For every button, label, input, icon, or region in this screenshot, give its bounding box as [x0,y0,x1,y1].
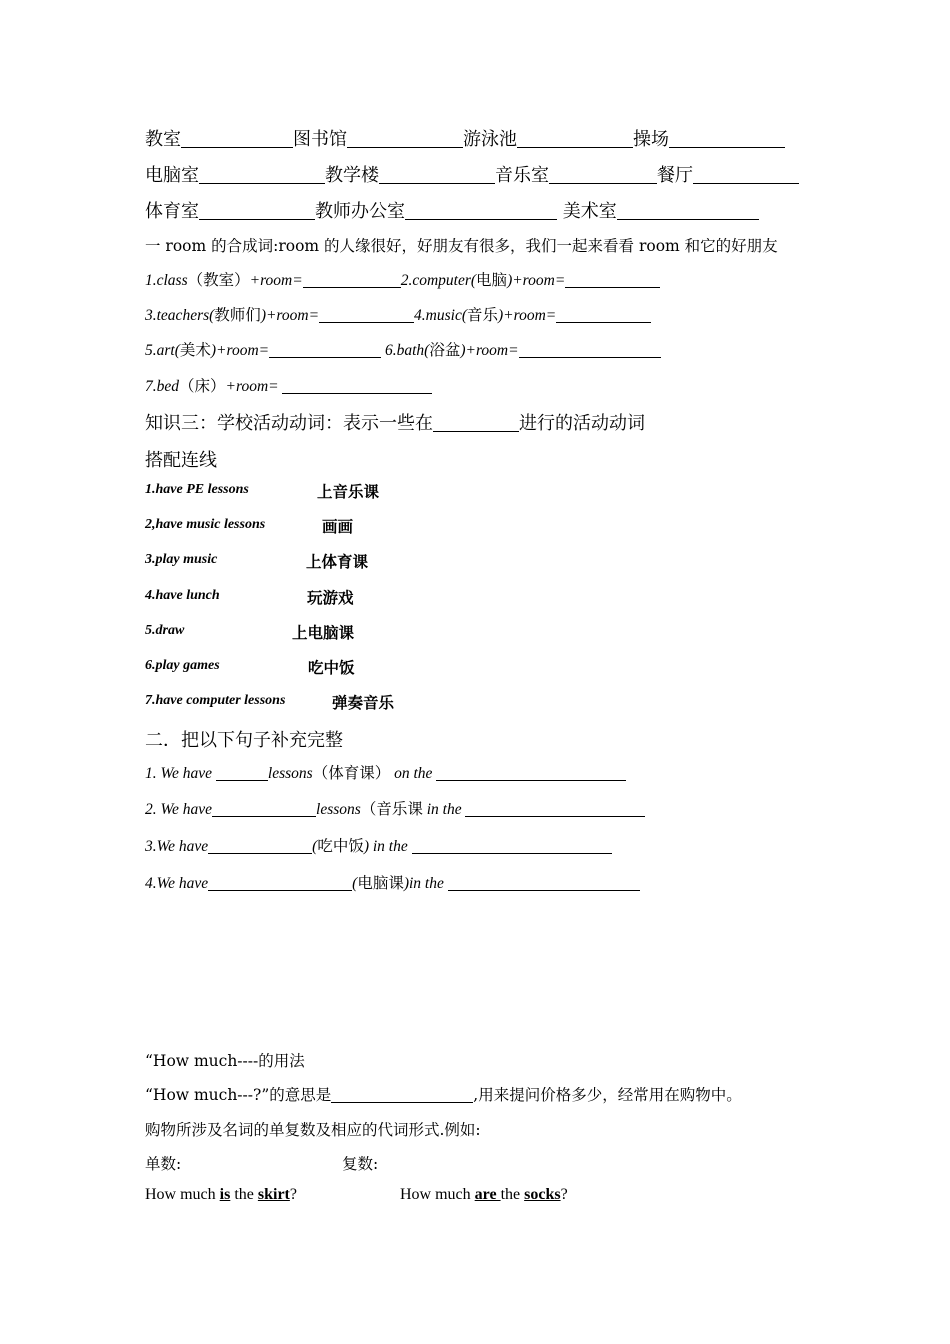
blank[interactable] [319,307,414,324]
blank[interactable] [208,838,312,855]
howmuch-meaning: “How much---?”的意思是 ,用来提问价格多少，经常用在购物中。 [145,1086,742,1104]
match-title: 搭配连线 [145,450,217,471]
place-classroom: 教室 [145,129,181,150]
blank[interactable] [303,272,401,289]
match-cn-2: 画画 [322,518,354,536]
blank[interactable] [199,201,315,220]
blank[interactable] [448,875,640,892]
plural-label: 复数: [342,1155,379,1173]
match-en-6: 6.play games [145,658,220,673]
blank[interactable] [216,765,268,782]
blank[interactable] [405,201,557,220]
blank[interactable] [556,307,651,324]
compound-row-2: 3.teachers(教师们)+room= 4.music(音乐)+room= [145,303,651,325]
blank[interactable] [519,342,661,359]
place-teaching-building: 教学楼 [325,165,379,186]
room-intro: 一 room 的合成词:room 的人缘很好，好朋友有很多，我们一起来看看 room 和它的好朋友 [145,237,778,255]
places-row-3 [145,197,759,223]
blank[interactable] [465,801,645,818]
blank[interactable] [181,129,293,148]
place-pool: 游泳池 [463,129,517,150]
match-cn-1: 上音乐课 [317,483,380,501]
place-gym: 体育室 [145,201,199,222]
place-music-room: 音乐室 [495,165,549,186]
blank[interactable] [549,165,657,184]
match-cn-4: 玩游戏 [307,589,354,607]
sentence-1: 1. We have lessons（体育课） on the [145,761,626,783]
match-en-1: 1.have PE lessons [145,482,249,497]
compound-row-3: 5.art(美术)+room= 6.bath(浴盆)+room= [145,338,661,360]
blank[interactable] [212,801,316,818]
place-canteen: 餐厅 [657,165,693,186]
blank[interactable] [436,765,626,782]
blank[interactable] [331,1087,473,1104]
howmuch-title: “How much----的用法 [145,1052,305,1070]
compound-row-1: 1.class（教室）+room= 2.computer(电脑)+room= [145,268,660,290]
match-en-2: 2,have music lessons [145,517,266,532]
sentence-3: 3.We have (吃中饭) in the [145,834,612,856]
place-computer-room: 电脑室 [145,165,199,186]
blank[interactable] [617,201,759,220]
match-cn-3: 上体育课 [306,553,369,571]
match-cn-5: 上电脑课 [292,624,355,642]
blank[interactable] [282,378,432,395]
singular-label: 单数: [145,1155,182,1173]
places-row-1 [145,125,785,151]
sentence-4: 4.We have (电脑课)in the [145,871,640,893]
section2-title: 二．把以下句子补充完整 [145,730,343,751]
knowledge3: 知识三：学校活动动词：表示一些在 进行的活动动词 [145,413,645,434]
place-teachers-office: 教师办公室 [315,201,405,222]
places-row-2 [145,161,799,187]
place-playground: 操场 [633,129,669,150]
blank[interactable] [347,129,463,148]
compound-row-4: 7.bed（床）+room= [145,374,432,396]
place-library: 图书馆 [293,129,347,150]
blank[interactable] [517,129,633,148]
match-en-3: 3.play music [145,552,218,567]
example-plural: How much are the socks? [400,1186,568,1203]
blank[interactable] [693,165,799,184]
match-cn-7: 弹奏音乐 [332,694,395,712]
blank[interactable] [379,165,495,184]
match-en-7: 7.have computer lessons [145,693,286,708]
blank[interactable] [433,413,519,432]
blank[interactable] [208,875,352,892]
blank[interactable] [269,342,381,359]
blank[interactable] [565,272,660,289]
match-cn-6: 吃中饭 [308,659,355,677]
place-art-room: 美术室 [562,201,617,222]
howmuch-nouns: 购物所涉及名词的单复数及相应的代词形式.例如: [145,1121,481,1139]
blank[interactable] [412,838,612,855]
sentence-2: 2. We have lessons（音乐课 in the [145,797,645,819]
blank[interactable] [669,129,785,148]
example-singular: How much is the skirt? [145,1186,297,1203]
match-en-4: 4.have lunch [145,588,220,603]
match-en-5: 5.draw [145,623,185,638]
blank[interactable] [199,165,325,184]
